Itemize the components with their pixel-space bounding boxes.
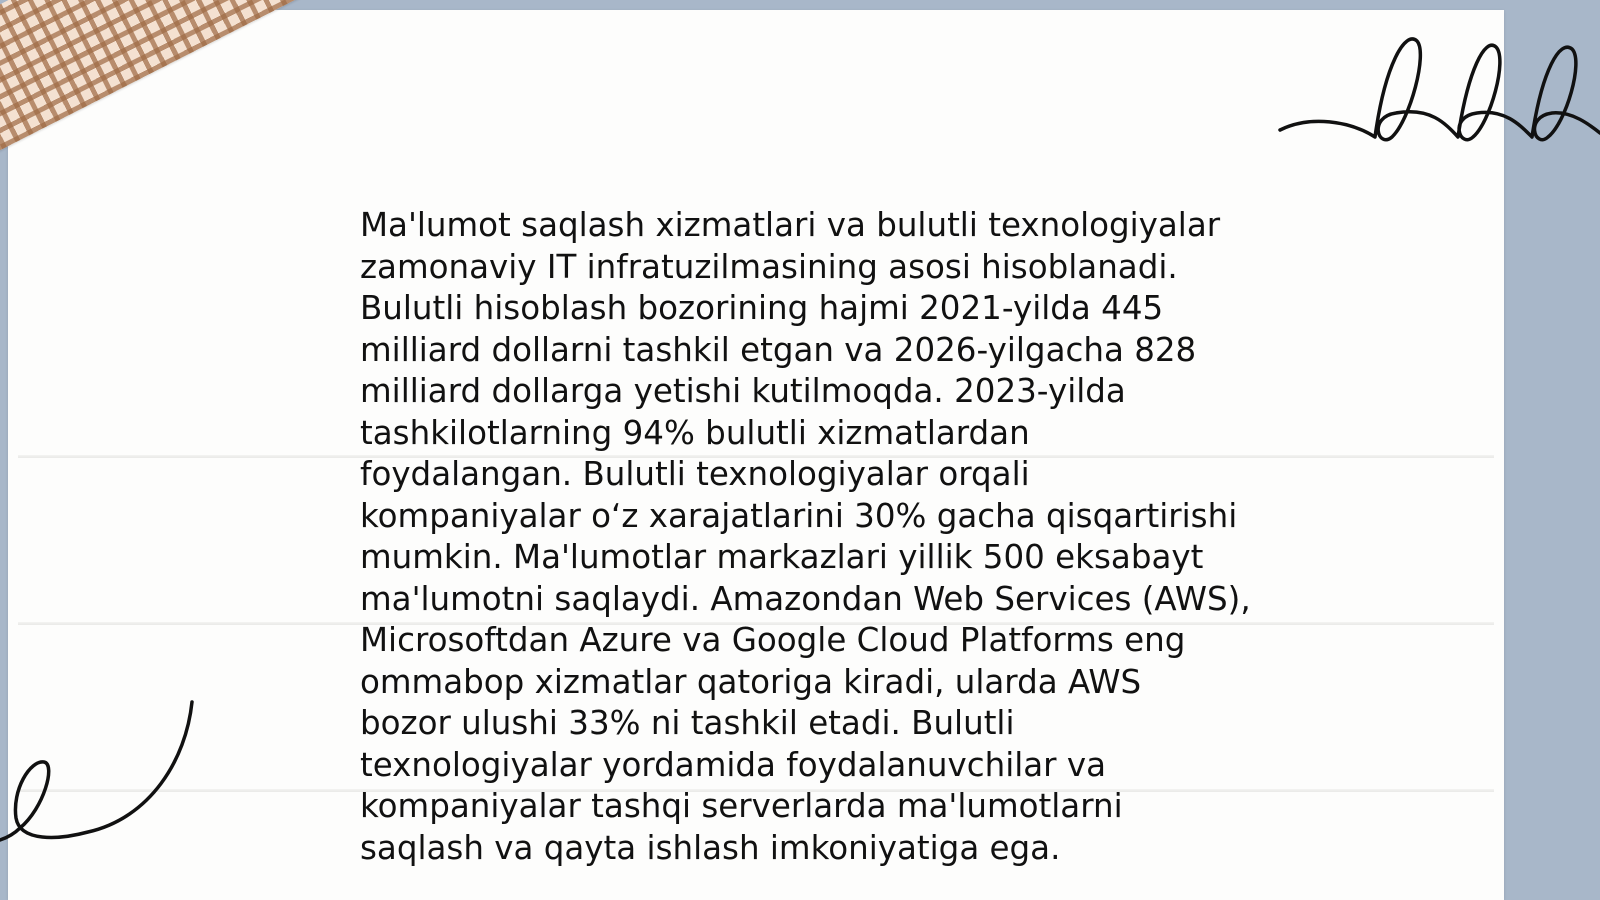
paragraph-line: Microsoftdan Azure va Google Cloud Platforms eng <box>360 621 1186 659</box>
paragraph-line: mumkin. Ma'lumotlar markazlari yillik 500 eksabayt <box>360 538 1204 576</box>
paragraph-line: Bulutli hisoblash bozorining hajmi 2021-yilda 445 <box>360 289 1164 327</box>
main-paragraph <box>360 205 1250 869</box>
paragraph-line: tashkilotlarning 94% bulutli xizmatlardan <box>360 413 1030 452</box>
paragraph-line: ma'lumotni saqlaydi. Amazondan Web Services (AWS), <box>360 579 1251 618</box>
paragraph-line: kompaniyalar o‘z xarajatlarini 30% gacha qisqartirishi <box>360 496 1238 535</box>
paragraph-line: milliard dollarni tashkil etgan va 2026-yilgacha 828 <box>360 330 1197 369</box>
paragraph-line: zamonaviy IT infratuzilmasining asosi hisoblanadi. <box>360 247 1178 286</box>
paragraph-line: foydalangan. Bulutli texnologiyalar orqali <box>360 455 1030 493</box>
bottom-left-squiggle-icon <box>0 700 200 850</box>
top-right-squiggle-icon <box>1280 25 1600 165</box>
paragraph-line: milliard dollarga yetishi kutilmoqda. 2023-yilda <box>360 372 1126 410</box>
paragraph-line: texnologiyalar yordamida foydalanuvchilar va <box>360 745 1107 784</box>
paragraph-line: Ma'lumot saqlash xizmatlari va bulutli texnologiyalar <box>360 206 1221 244</box>
paragraph-line: ommabop xizmatlar qatoriga kiradi, ularda AWS <box>360 662 1142 701</box>
paragraph-line: bozor ulushi 33% ni tashkil etadi. Bulutli <box>360 704 1015 742</box>
paragraph-line: saqlash va qayta ishlash imkoniyatiga ega. <box>360 828 1061 867</box>
paragraph-line: kompaniyalar tashqi serverlarda ma'lumotlarni <box>360 787 1123 825</box>
